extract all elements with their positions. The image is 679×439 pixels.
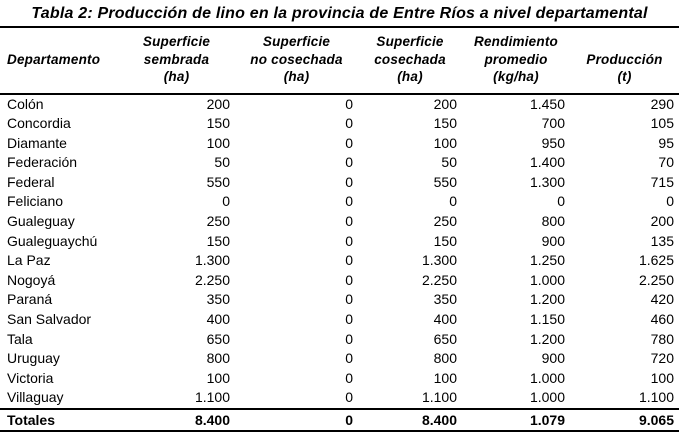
cell-rendimiento-promedio: 1.450 bbox=[529, 95, 565, 112]
cell-rendimiento-promedio: 1.250 bbox=[529, 252, 565, 269]
cell-rendimiento-promedio: 1.000 bbox=[529, 271, 565, 288]
totals-label: Totales bbox=[0, 409, 118, 431]
cell-superficie-sembrada: 50 bbox=[214, 154, 230, 171]
table-footer bbox=[0, 409, 679, 431]
totals-row bbox=[0, 409, 679, 431]
cell-superficie-cosechada: 0 bbox=[449, 193, 457, 210]
cell-departamento: Tala bbox=[7, 330, 33, 347]
cell-superficie-cosechada: 150 bbox=[433, 115, 457, 132]
col-header-superficie-no-cosechada: Superficie no cosechada (ha) bbox=[235, 28, 358, 94]
totals-superficie-cosechada: 8.400 bbox=[358, 409, 462, 431]
cell-superficie-sembrada: 250 bbox=[206, 213, 230, 230]
cell-produccion: 780 bbox=[650, 330, 674, 347]
cell-departamento: La Paz bbox=[7, 252, 51, 269]
table-row bbox=[0, 271, 679, 291]
cell-departamento: Villaguay bbox=[7, 389, 64, 406]
col-header-superficie-sembrada: Superficie sembrada (ha) bbox=[118, 28, 235, 94]
cell-superficie-no-cosechada: 0 bbox=[345, 389, 353, 406]
cell-superficie-no-cosechada: 0 bbox=[345, 311, 353, 328]
cell-departamento: Uruguay bbox=[7, 350, 60, 367]
totals-superficie-sembrada: 8.400 bbox=[118, 409, 235, 431]
cell-superficie-sembrada: 100 bbox=[206, 369, 230, 386]
cell-superficie-sembrada: 100 bbox=[206, 134, 230, 151]
totals-superficie-no-cosechada: 0 bbox=[235, 409, 358, 431]
cell-produccion: 460 bbox=[650, 311, 674, 328]
cell-superficie-cosechada: 400 bbox=[433, 311, 457, 328]
cell-departamento: Colón bbox=[7, 95, 44, 112]
cell-produccion: 720 bbox=[650, 350, 674, 367]
totals-produccion: 9.065 bbox=[570, 409, 679, 431]
cell-rendimiento-promedio: 700 bbox=[541, 115, 565, 132]
cell-rendimiento-promedio: 1.200 bbox=[529, 291, 565, 308]
cell-superficie-sembrada: 0 bbox=[222, 193, 230, 210]
table-row bbox=[0, 114, 679, 134]
cell-rendimiento-promedio: 1.000 bbox=[529, 369, 565, 386]
col-header-departamento: Departamento bbox=[0, 28, 118, 94]
cell-rendimiento-promedio: 950 bbox=[541, 134, 565, 151]
table-row bbox=[0, 94, 679, 115]
totals-rendimiento-promedio: 1.079 bbox=[462, 409, 570, 431]
cell-superficie-sembrada: 200 bbox=[206, 95, 230, 112]
cell-superficie-no-cosechada: 0 bbox=[345, 252, 353, 269]
cell-superficie-sembrada: 650 bbox=[206, 330, 230, 347]
cell-produccion: 105 bbox=[650, 115, 674, 132]
cell-produccion: 100 bbox=[650, 369, 674, 386]
table-row bbox=[0, 369, 679, 389]
cell-superficie-no-cosechada: 0 bbox=[345, 95, 353, 112]
cell-superficie-no-cosechada: 0 bbox=[345, 115, 353, 132]
table-row bbox=[0, 251, 679, 271]
cell-produccion: 1.100 bbox=[638, 389, 674, 406]
cell-superficie-sembrada: 350 bbox=[206, 291, 230, 308]
cell-departamento: Federación bbox=[7, 154, 78, 171]
cell-superficie-cosechada: 650 bbox=[433, 330, 457, 347]
cell-rendimiento-promedio: 1.000 bbox=[529, 389, 565, 406]
cell-departamento: Gualeguay bbox=[7, 213, 75, 230]
cell-departamento: Federal bbox=[7, 173, 55, 190]
cell-superficie-no-cosechada: 0 bbox=[345, 173, 353, 190]
cell-produccion: 420 bbox=[650, 291, 674, 308]
table-header bbox=[0, 28, 679, 94]
cell-produccion: 715 bbox=[650, 173, 674, 190]
cell-produccion: 70 bbox=[658, 154, 674, 171]
production-table bbox=[0, 28, 679, 432]
cell-superficie-cosechada: 1.300 bbox=[421, 252, 457, 269]
cell-superficie-cosechada: 2.250 bbox=[421, 271, 457, 288]
cell-superficie-cosechada: 100 bbox=[433, 369, 457, 386]
cell-produccion: 0 bbox=[666, 193, 674, 210]
col-header-produccion: Producción (t) bbox=[570, 28, 679, 94]
cell-superficie-no-cosechada: 0 bbox=[345, 134, 353, 151]
cell-rendimiento-promedio: 1.200 bbox=[529, 330, 565, 347]
cell-departamento: Diamante bbox=[7, 134, 67, 151]
table-row bbox=[0, 212, 679, 232]
cell-superficie-no-cosechada: 0 bbox=[345, 291, 353, 308]
cell-superficie-cosechada: 800 bbox=[433, 350, 457, 367]
cell-rendimiento-promedio: 1.300 bbox=[529, 173, 565, 190]
table-row bbox=[0, 290, 679, 310]
cell-superficie-sembrada: 400 bbox=[206, 311, 230, 328]
cell-superficie-no-cosechada: 0 bbox=[345, 154, 353, 171]
table-row bbox=[0, 232, 679, 252]
cell-departamento: Nogoyá bbox=[7, 271, 56, 288]
cell-departamento: Feliciano bbox=[7, 193, 64, 210]
cell-rendimiento-promedio: 800 bbox=[541, 213, 565, 230]
cell-superficie-sembrada: 1.100 bbox=[194, 389, 230, 406]
cell-superficie-cosechada: 100 bbox=[433, 134, 457, 151]
cell-produccion: 290 bbox=[650, 95, 674, 112]
table-row bbox=[0, 349, 679, 369]
table-row bbox=[0, 388, 679, 409]
cell-superficie-sembrada: 150 bbox=[206, 115, 230, 132]
cell-superficie-cosechada: 550 bbox=[433, 173, 457, 190]
cell-departamento: Gualeguaychú bbox=[7, 232, 98, 249]
cell-superficie-no-cosechada: 0 bbox=[345, 271, 353, 288]
table-row bbox=[0, 310, 679, 330]
cell-superficie-no-cosechada: 0 bbox=[345, 232, 353, 249]
table-row bbox=[0, 153, 679, 173]
cell-superficie-no-cosechada: 0 bbox=[345, 330, 353, 347]
cell-superficie-cosechada: 50 bbox=[441, 154, 457, 171]
cell-superficie-sembrada: 2.250 bbox=[194, 271, 230, 288]
cell-rendimiento-promedio: 900 bbox=[541, 232, 565, 249]
cell-rendimiento-promedio: 0 bbox=[557, 193, 565, 210]
cell-produccion: 135 bbox=[650, 232, 674, 249]
cell-rendimiento-promedio: 1.150 bbox=[529, 311, 565, 328]
cell-superficie-cosechada: 150 bbox=[433, 232, 457, 249]
table-row bbox=[0, 192, 679, 212]
cell-superficie-cosechada: 350 bbox=[433, 291, 457, 308]
cell-rendimiento-promedio: 1.400 bbox=[529, 154, 565, 171]
cell-superficie-no-cosechada: 0 bbox=[345, 213, 353, 230]
cell-rendimiento-promedio: 900 bbox=[541, 350, 565, 367]
cell-produccion: 1.625 bbox=[638, 252, 674, 269]
cell-superficie-cosechada: 200 bbox=[433, 95, 457, 112]
cell-departamento: Concordia bbox=[7, 115, 71, 132]
table-row bbox=[0, 330, 679, 350]
cell-produccion: 2.250 bbox=[638, 271, 674, 288]
cell-departamento: San Salvador bbox=[7, 311, 92, 328]
table-row bbox=[0, 173, 679, 193]
cell-superficie-cosechada: 250 bbox=[433, 213, 457, 230]
header-row bbox=[0, 28, 679, 94]
col-header-rendimiento-promedio: Rendimiento promedio (kg/ha) bbox=[462, 28, 570, 94]
cell-superficie-sembrada: 800 bbox=[206, 350, 230, 367]
cell-superficie-no-cosechada: 0 bbox=[345, 350, 353, 367]
cell-produccion: 200 bbox=[650, 213, 674, 230]
cell-superficie-no-cosechada: 0 bbox=[345, 193, 353, 210]
cell-superficie-sembrada: 150 bbox=[206, 232, 230, 249]
table-title: Tabla 2: Producción de lino en la provincia de Entre Ríos a nivel departamental bbox=[0, 0, 679, 28]
cell-departamento: Victoria bbox=[7, 369, 54, 386]
cell-produccion: 95 bbox=[658, 134, 674, 151]
cell-superficie-sembrada: 550 bbox=[206, 173, 230, 190]
table-row bbox=[0, 134, 679, 154]
cell-superficie-cosechada: 1.100 bbox=[421, 389, 457, 406]
cell-superficie-no-cosechada: 0 bbox=[345, 369, 353, 386]
cell-departamento: Paraná bbox=[7, 291, 53, 308]
table-body bbox=[0, 94, 679, 410]
cell-superficie-sembrada: 1.300 bbox=[194, 252, 230, 269]
col-header-superficie-cosechada: Superficie cosechada (ha) bbox=[358, 28, 462, 94]
